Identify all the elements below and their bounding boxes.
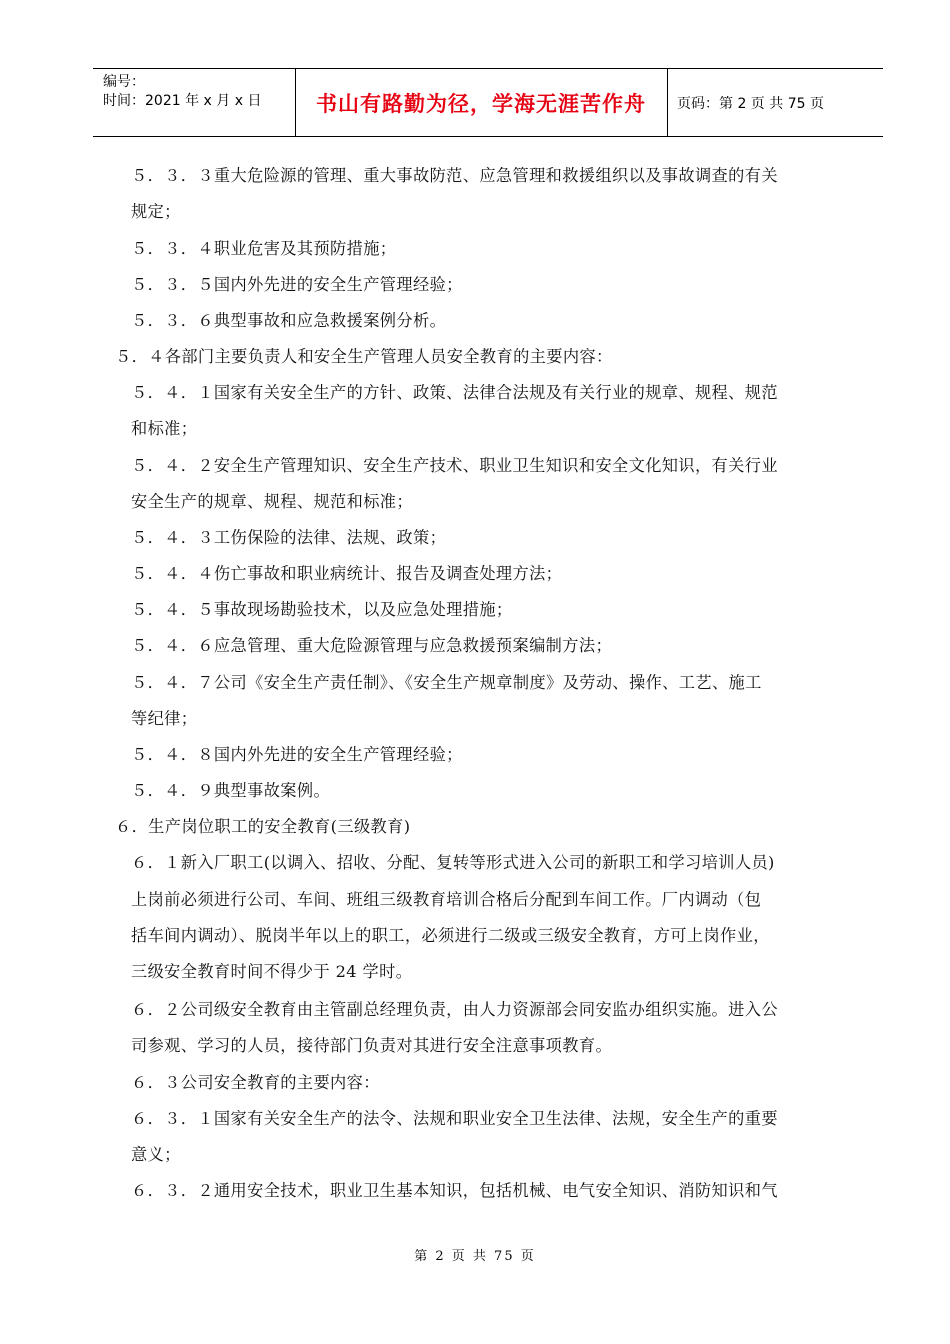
header-meta bbox=[103, 73, 261, 111]
text-line: ５．４．８国内外先进的安全生产管理经验； bbox=[131, 745, 463, 764]
text-line: 上岗前必须进行公司、车间、班组三级教育培训合格后分配到车间工作。厂内调动（包 bbox=[131, 890, 762, 909]
text-line: ６．１新入厂职工(以调入、招收、分配、复转等形式进入公司的新职工和学习培训人员) bbox=[131, 853, 775, 872]
text-line: ５．４各部门主要负责人和安全生产管理人员安全教育的主要内容： bbox=[115, 347, 613, 366]
header-page-label: 页码：第 2 页 共 75 页 bbox=[677, 95, 824, 112]
text-line: ５．４．４伤亡事故和职业病统计、报告及调查处理方法； bbox=[131, 564, 563, 583]
text-line: 意义； bbox=[131, 1145, 181, 1164]
text-line: ５．４．７公司《安全生产责任制》、《安全生产规章制度》及劳动、操作、工艺、施工 bbox=[131, 673, 762, 692]
text-line: ５．３．３重大危险源的管理、重大事故防范、应急管理和救援组织以及事故调查的有关 bbox=[131, 166, 778, 185]
text-line: ５．４．２安全生产管理知识、安全生产技术、职业卫生知识和安全文化知识，有关行业 bbox=[131, 456, 778, 475]
text-line: 括车间内调动）、脱岗半年以上的职工，必须进行二级或三级安全教育，方可上岗作业， bbox=[131, 926, 770, 945]
text-line: ５．４．９典型事故案例。 bbox=[131, 781, 331, 800]
text-line: ５．３．４职业危害及其预防措施； bbox=[131, 239, 397, 258]
text-line: 三级安全教育时间不得少于 24 学时。 bbox=[131, 962, 413, 981]
page-header bbox=[93, 68, 883, 137]
text-line: ５．４．６应急管理、重大危险源管理与应急救援预案编制方法； bbox=[131, 636, 613, 655]
text-line: 规定； bbox=[131, 202, 181, 221]
text-line: ６．３．２通用安全技术，职业卫生基本知识，包括机械、电气安全知识、消防知识和气 bbox=[131, 1181, 778, 1200]
time-label: 时间：2021 年 x 月 x 日 bbox=[103, 93, 262, 109]
text-line: 安全生产的规章、规程、规范和标准； bbox=[131, 492, 413, 511]
header-divider bbox=[667, 69, 668, 136]
text-line: ６．２公司级安全教育由主管副总经理负责，由人力资源部会同安监办组织实施。进入公 bbox=[131, 1000, 778, 1019]
text-line: 司参观、学习的人员，接待部门负责对其进行安全注意事项教育。 bbox=[131, 1036, 613, 1055]
text-line: ５．４．３工伤保险的法律、法规、政策； bbox=[131, 528, 447, 547]
text-line: ６．３公司安全教育的主要内容： bbox=[131, 1073, 380, 1092]
text-line: ６．３．１国家有关安全生产的法令、法规和职业安全卫生法律、法规，安全生产的重要 bbox=[131, 1109, 778, 1128]
text-line: ５．４．５事故现场勘验技术，以及应急处理措施； bbox=[131, 600, 513, 619]
text-line: 等纪律； bbox=[131, 709, 198, 728]
page-footer: 第 2 页 共 75 页 bbox=[414, 1249, 536, 1264]
text-line: 和标准； bbox=[131, 419, 198, 438]
text-line: ５．３．５国内外先进的安全生产管理经验； bbox=[131, 275, 463, 294]
code-label: 编号： bbox=[103, 74, 145, 90]
header-motto: 书山有路勤为径，学海无涯苦作舟 bbox=[316, 91, 646, 116]
text-line: ６．生产岗位职工的安全教育(三级教育) bbox=[115, 817, 411, 836]
text-line: ５．３．６典型事故和应急救援案例分析。 bbox=[131, 311, 447, 330]
text-line: ５．４．１国家有关安全生产的方针、政策、法律合法规及有关行业的规章、规程、规范 bbox=[131, 383, 778, 402]
